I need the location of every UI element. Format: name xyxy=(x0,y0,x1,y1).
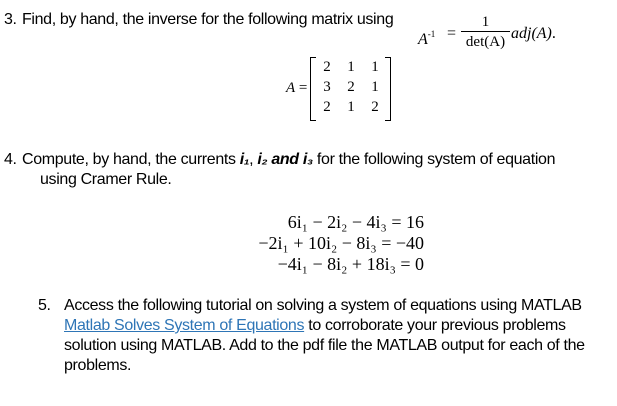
question-5-line-3: solution using MATLAB. Add to the pdf file the MATLAB output for each of the xyxy=(64,337,585,354)
matlab-tutorial-link[interactable]: Matlab Solves System of Equations xyxy=(64,317,305,334)
formula-equals: = xyxy=(447,25,457,42)
current-i2: i₂ xyxy=(257,151,268,168)
matrix-cell: 3 xyxy=(323,79,331,95)
matrix-a xyxy=(286,56,402,122)
matrix-row xyxy=(318,79,384,96)
inverse-formula xyxy=(418,14,588,54)
matrix-cell: 1 xyxy=(371,59,379,75)
question-3-number: 3. xyxy=(4,11,17,28)
formula-numerator: 1 xyxy=(481,14,490,30)
matrix-label: A = xyxy=(286,80,308,96)
matrix-cell: 1 xyxy=(347,59,355,75)
right-bracket xyxy=(385,57,391,121)
equation-2: −2i₁ + 10i₂ − 8i₃ = −40 xyxy=(258,233,424,253)
matrix-cell: 1 xyxy=(347,99,355,115)
question-4-line-1: Compute, by hand, the currents i₁, i₂ and i₃ for the following system of equation xyxy=(22,151,556,168)
question-5-line-2: Matlab Solves System of Equations to corroborate your previous problems xyxy=(64,317,566,334)
matrix-cell: 2 xyxy=(323,59,331,75)
matrix-cell: 2 xyxy=(323,99,331,115)
question-5-line-4: problems. xyxy=(64,357,132,374)
matrix-cell: 1 xyxy=(371,79,379,95)
formula-denominator: det(A) xyxy=(465,34,506,50)
fraction-bar xyxy=(461,31,510,32)
formula-lhs: $A^{-1}$ xyxy=(418,29,436,48)
matrix-cell: 2 xyxy=(371,99,379,115)
current-i1: i₁ xyxy=(239,151,250,168)
equation-system xyxy=(200,212,424,275)
question-3-text: Find, by hand, the inverse for the following matrix using xyxy=(22,11,394,28)
question-4-line-2: using Cramer Rule. xyxy=(40,171,172,188)
and-word: and xyxy=(271,151,299,168)
formula-rhs: adj(A). xyxy=(511,25,556,42)
equation-1: 6i₁ − 2i₂ − 4i₃ = 16 xyxy=(287,212,424,232)
matrix-cell: 2 xyxy=(347,79,355,95)
question-5-number: 5. xyxy=(38,297,51,314)
question-5-line-1: Access the following tutorial on solving a system of equations using MATLAB xyxy=(64,297,582,314)
left-bracket xyxy=(310,57,316,121)
matrix-row xyxy=(318,99,384,116)
formula-exponent: -1 xyxy=(427,29,436,39)
question-4-number: 4. xyxy=(4,151,17,168)
equation-3: −4i₁ − 8i₂ + 18i₃ = 0 xyxy=(277,254,424,274)
matrix-row xyxy=(318,59,384,76)
current-i3: i₃ xyxy=(302,151,313,168)
formula-fraction xyxy=(461,14,510,51)
